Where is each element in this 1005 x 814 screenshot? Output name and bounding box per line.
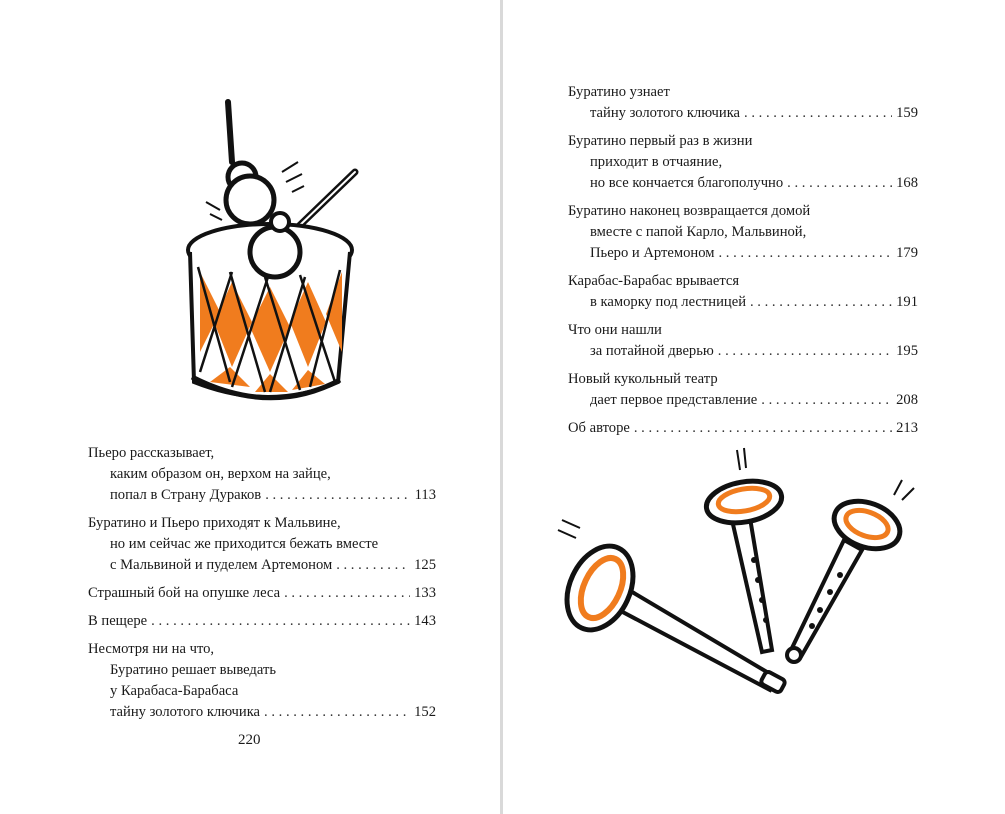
toc-entry-title: [568, 173, 918, 194]
toc-entry-title-text: Страшный бой на опушке леса: [88, 585, 281, 601]
toc-entry-title: [568, 418, 918, 439]
toc-entry-title: [88, 611, 436, 632]
toc-entry-title-text: в каморку под лестницей: [590, 294, 746, 310]
toc-entry-line: но им сейчас же приходится бежать вместе: [110, 536, 379, 552]
toc-page-number: 125: [414, 557, 436, 573]
dot-leader: [744, 103, 892, 124]
toc-entry-title: [88, 583, 436, 604]
toc-page-number: 179: [896, 245, 918, 261]
toc-entry[interactable]: [88, 639, 436, 723]
dot-leader: [750, 292, 892, 313]
toc-entry[interactable]: [568, 320, 918, 362]
dot-leader: [336, 555, 410, 576]
toc-entry-title-text: В пещере: [88, 613, 148, 629]
toc-entry-line: Пьеро рассказывает,: [88, 445, 215, 461]
toc-page-number: 133: [414, 585, 436, 601]
dot-leader: [761, 390, 892, 411]
toc-entry-line: Карабас-Барабас врывается: [568, 273, 740, 289]
toc-entry-title-text: тайну золотого ключика: [110, 704, 261, 720]
toc-page-number: 191: [896, 294, 918, 310]
dot-leader: [634, 418, 892, 439]
toc-entry-title: [568, 243, 918, 264]
toc-entry-line: у Карабаса-Барабаса: [110, 683, 239, 699]
toc-entry[interactable]: [568, 418, 918, 439]
toc-page-number: 113: [414, 487, 436, 503]
toc-entry[interactable]: [568, 131, 918, 194]
toc-page-number: 168: [896, 175, 918, 191]
page-number: 220: [238, 732, 261, 748]
toc-page-number: 195: [896, 343, 918, 359]
toc-entry-line: Буратино первый раз в жизни: [568, 133, 753, 149]
dot-leader: [718, 341, 892, 362]
toc-left: [88, 443, 436, 730]
toc-entry-line: вместе с папой Карло, Мальвиной,: [590, 224, 807, 240]
dot-leader: [265, 485, 410, 506]
toc-entry-title-text: но все кончается благополучно: [590, 175, 784, 191]
toc-entry-title: [568, 390, 918, 411]
dot-leader: [787, 173, 892, 194]
toc-page-number: 152: [414, 704, 436, 720]
toc-entry-line: Новый кукольный театр: [568, 371, 718, 387]
toc-page-number: 208: [896, 392, 918, 408]
toc-entry-line: Что они нашли: [568, 322, 662, 338]
toc-entry-line: каким образом он, верхом на зайце,: [110, 466, 331, 482]
toc-right: [568, 82, 918, 446]
toc-entry[interactable]: [568, 201, 918, 264]
toc-entry-title: [88, 555, 436, 576]
toc-entry-title-text: за потайной дверью: [590, 343, 714, 359]
toc-entry[interactable]: [568, 369, 918, 411]
toc-page-number: 213: [896, 420, 918, 436]
toc-entry-line: Буратино узнает: [568, 84, 670, 100]
toc-entry[interactable]: [88, 443, 436, 506]
toc-entry[interactable]: [88, 611, 436, 632]
toc-entry-title: [568, 341, 918, 362]
toc-entry-line: Несмотря ни на что,: [88, 641, 215, 657]
toc-entry-title: [568, 103, 918, 124]
toc-entry-title-text: тайну золотого ключика: [590, 105, 741, 121]
dot-leader: [718, 243, 892, 264]
dot-leader: [151, 611, 410, 632]
drum-icon: [170, 82, 385, 427]
toc-entry[interactable]: [568, 271, 918, 313]
dot-leader: [264, 702, 410, 723]
toc-entry-title: [88, 702, 436, 723]
toc-entry-line: Буратино и Пьеро приходят к Мальвине,: [88, 515, 341, 531]
toc-entry-title: [568, 292, 918, 313]
trumpets-icon: [522, 440, 952, 715]
toc-entry-line: приходит в отчаяние,: [590, 154, 723, 170]
toc-entry-title-text: дает первое представление: [590, 392, 758, 408]
toc-entry-title-text: Пьеро и Артемоном: [590, 245, 715, 261]
toc-entry-line: Буратино решает выведать: [110, 662, 276, 678]
toc-entry-title-text: с Мальвиной и пуделем Артемоном: [110, 557, 333, 573]
toc-entry-line: Буратино наконец возвращается домой: [568, 203, 811, 219]
toc-page-number: 159: [896, 105, 918, 121]
toc-entry[interactable]: [88, 583, 436, 604]
toc-page-number: 143: [414, 613, 436, 629]
dot-leader: [284, 583, 410, 604]
toc-entry[interactable]: [568, 82, 918, 124]
toc-entry[interactable]: [88, 513, 436, 576]
toc-entry-title: [88, 485, 436, 506]
toc-entry-title-text: Об авторе: [568, 420, 630, 436]
toc-entry-title-text: попал в Страну Дураков: [110, 487, 262, 503]
